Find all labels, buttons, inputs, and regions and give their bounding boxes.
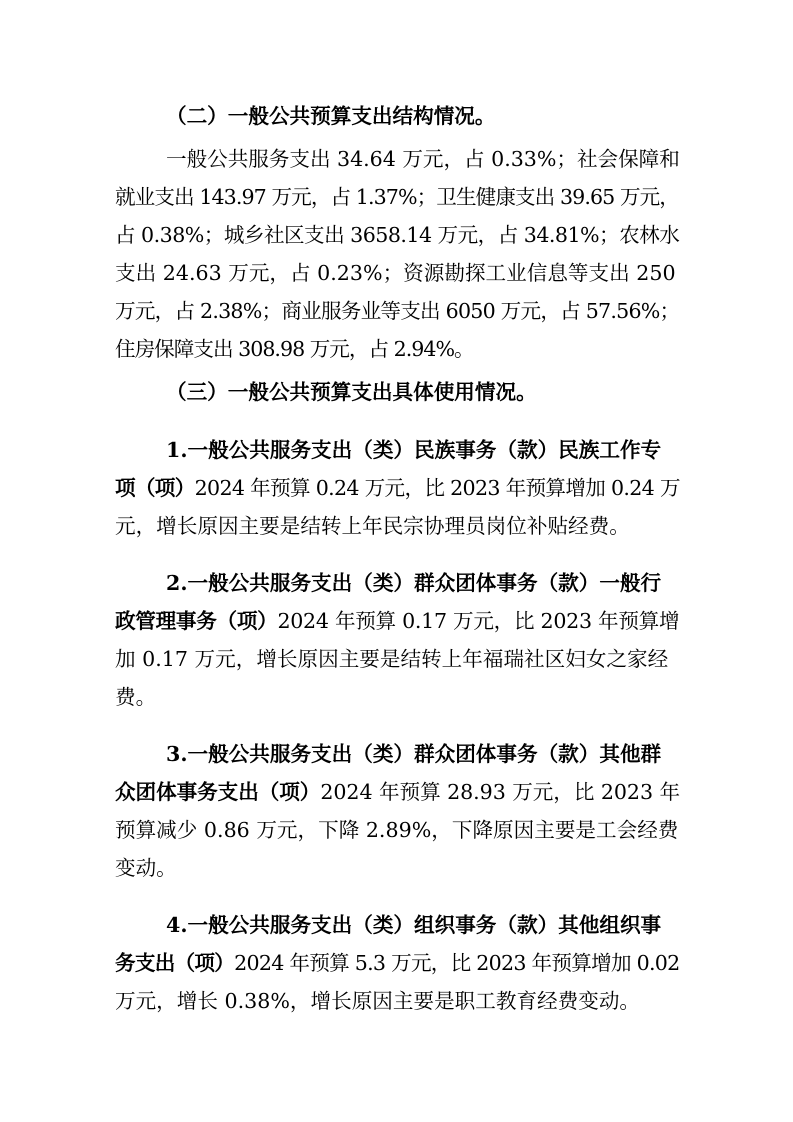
item-1-line-2: [115, 475, 680, 501]
item-1-line-3: 元，增长原因主要是结转上年民宗协理员岗位补贴经费。: [115, 514, 630, 538]
item-1-title-end: 项（项）: [115, 476, 195, 500]
paragraph-line: 住房保障支出 308.98 万元，占 2.94%。: [115, 337, 474, 361]
section-2-heading: （二）一般公共预算支出结构情况。: [166, 104, 496, 128]
item-3-title-line: 3.一般公共服务支出（类）群众团体事务（款）其他群: [166, 742, 662, 766]
item-2-text: 2024 年预算 0.17 万元，比 2023 年预算增: [277, 609, 680, 633]
item-2-title-line: 2.一般公共服务支出（类）群众团体事务（款）一般行: [166, 571, 662, 595]
item-4-title-end: 务支出（项）: [115, 951, 235, 975]
paragraph-line: 一般公共服务支出 34.64 万元，占 0.33%；社会保障和: [166, 147, 680, 171]
item-3-line-3: 预算减少 0.86 万元，下降 2.89%，下降原因主要是工会经费: [115, 818, 679, 842]
item-3-text: 2024 年预算 28.93 万元，比 2023 年: [320, 780, 681, 804]
item-4-text: 2024 年预算 5.3 万元，比 2023 年预算增加 0.02: [234, 951, 680, 975]
item-4-line-3: 万元，增长 0.38%，增长原因主要是职工教育经费变动。: [115, 989, 641, 1013]
section-3-heading: （三）一般公共预算支出具体使用情况。: [166, 380, 537, 404]
item-1-title-line: 1.一般公共服务支出（类）民族事务（款）民族工作专: [166, 438, 662, 462]
item-1-text: 2024 年预算 0.24 万元，比 2023 年预算增加 0.24 万: [194, 476, 680, 500]
paragraph-line: 万元，占 2.38%；商业服务业等支出 6050 万元，占 57.56%；: [115, 299, 680, 323]
paragraph-line: 占 0.38%；城乡社区支出 3658.14 万元，占 34.81%；农林水: [115, 223, 680, 247]
item-2-title-end: 政管理事务（项）: [115, 609, 278, 633]
item-3-line-4: 变动。: [115, 856, 177, 880]
paragraph-line: 支出 24.63 万元，占 0.23%；资源勘探工业信息等支出 250: [115, 261, 676, 285]
item-3-title-end: 众团体事务支出（项）: [115, 780, 321, 804]
item-2-line-3: 加 0.17 万元，增长原因主要是结转上年福瑞社区妇女之家经: [115, 647, 669, 671]
item-2-line-2: [115, 608, 680, 634]
item-4-line-2: [115, 950, 680, 976]
item-4-title-line: 4.一般公共服务支出（类）组织事务（款）其他组织事: [166, 913, 662, 937]
paragraph-line: 就业支出 143.97 万元，占 1.37%；卫生健康支出 39.65 万元，: [115, 185, 679, 209]
item-2-line-4: 费。: [115, 685, 157, 709]
item-3-line-2: [115, 779, 680, 805]
